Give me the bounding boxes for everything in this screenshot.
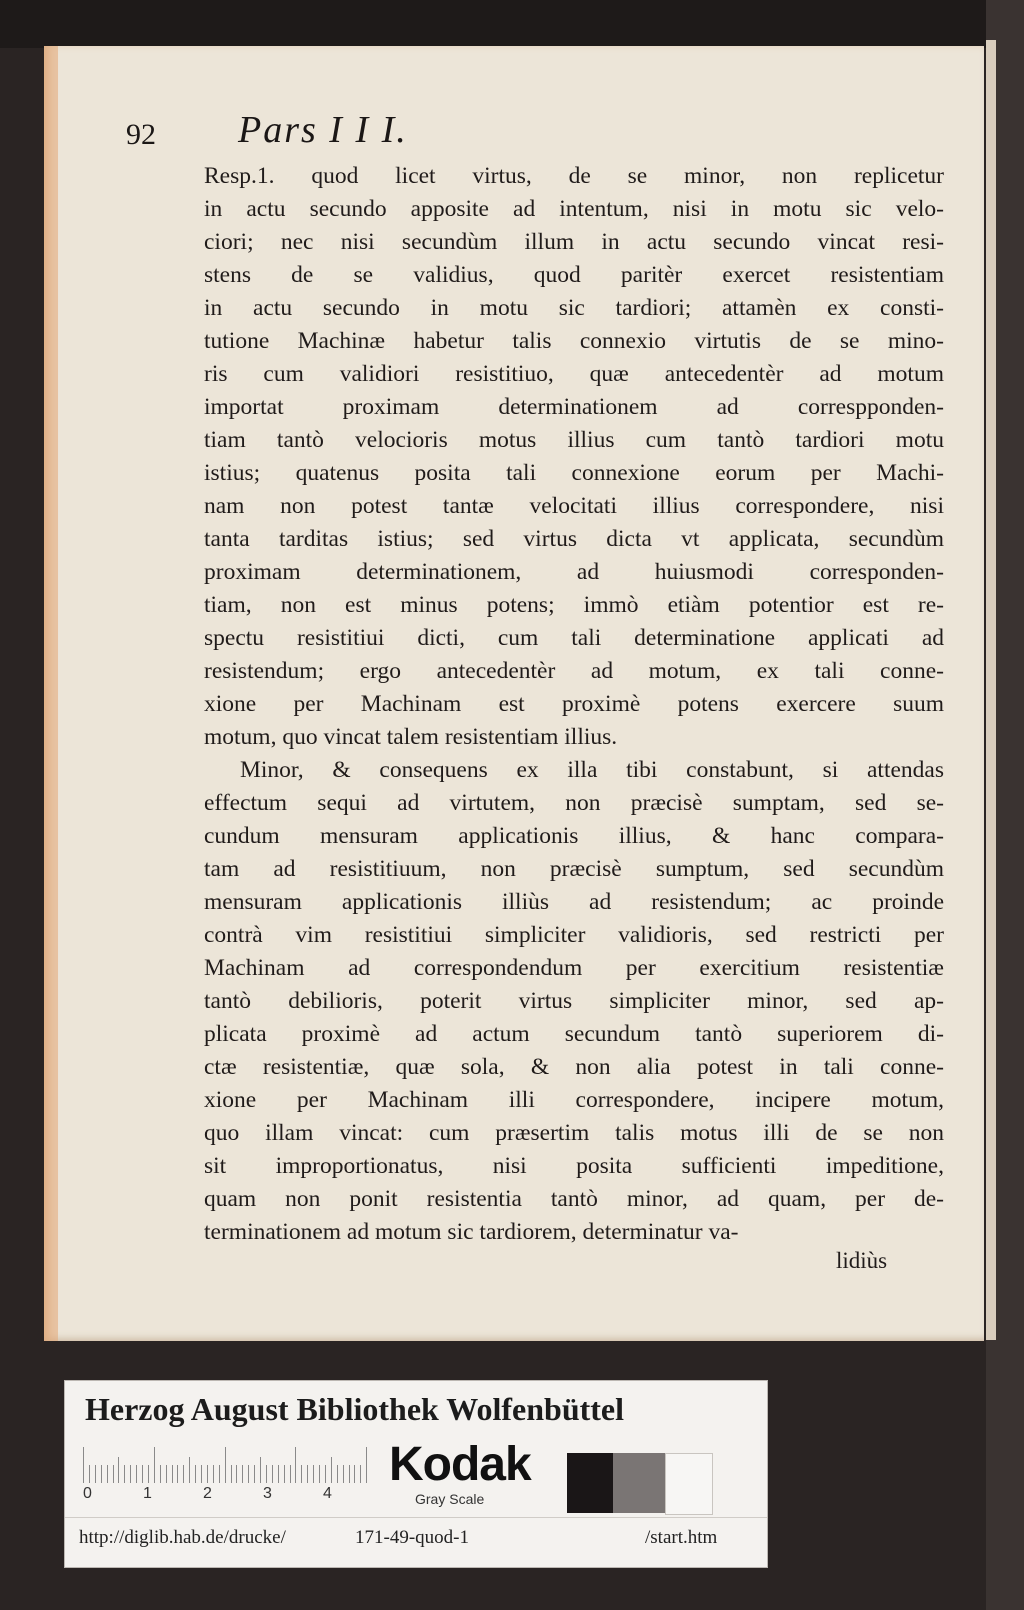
text-line: mensuram applicationis illiùs ad resistendum; ac proinde bbox=[204, 889, 944, 915]
adjacent-page-edge bbox=[986, 40, 996, 1340]
url-part-base[interactable]: http://diglib.hab.de/drucke/ bbox=[79, 1527, 286, 1548]
ruler-tick bbox=[307, 1465, 308, 1483]
ruler-tick bbox=[166, 1465, 167, 1483]
ruler-tick bbox=[248, 1465, 249, 1483]
ruler-label-4: 4 bbox=[323, 1485, 332, 1502]
ruler-tick bbox=[325, 1465, 326, 1483]
gray-swatch-light bbox=[665, 1453, 713, 1515]
card-divider bbox=[65, 1517, 767, 1518]
ruler-tick bbox=[160, 1465, 161, 1483]
ruler-tick bbox=[295, 1447, 296, 1483]
text-line: ctæ resistentiæ, quæ sola, & non alia potest in tali conne- bbox=[204, 1054, 944, 1080]
ruler-tick bbox=[236, 1465, 237, 1483]
ruler-tick bbox=[266, 1465, 267, 1483]
text-line: motum, quo vincat talem resistentiam illius. bbox=[204, 724, 618, 750]
ruler-tick bbox=[107, 1465, 108, 1483]
text-line: tiam tantò velocioris motus illius cum tantò tardiori motu bbox=[204, 427, 944, 453]
text-line: terminationem ad motum sic tardiorem, determinatur va- bbox=[204, 1219, 739, 1245]
ruler-tick bbox=[313, 1465, 314, 1483]
url-part-start[interactable]: /start.htm bbox=[645, 1527, 718, 1548]
ruler-tick bbox=[225, 1447, 226, 1483]
ruler-tick bbox=[83, 1447, 84, 1483]
text-line: tantò debilioris, poterit virtus simpliciter minor, sed ap- bbox=[204, 988, 944, 1014]
ruler-tick bbox=[148, 1465, 149, 1483]
running-head: Pars I I I. bbox=[238, 109, 408, 151]
ruler-tick bbox=[337, 1465, 338, 1483]
gray-swatch-dark bbox=[567, 1453, 613, 1513]
ruler-tick bbox=[349, 1465, 350, 1483]
text-line: sit improportionatus, nisi posita sufficienti impeditione, bbox=[204, 1153, 944, 1179]
text-line: stens de se validius, quod paritèr exercet resistentiam bbox=[204, 262, 944, 288]
text-line: Minor, & consequens ex illa tibi constabunt, si attendas bbox=[240, 757, 944, 783]
ruler-label-3: 3 bbox=[263, 1485, 272, 1502]
ruler-tick bbox=[89, 1465, 90, 1483]
text-line: Resp.1. quod licet virtus, de se minor, non replicetur bbox=[204, 163, 944, 189]
ruler-tick bbox=[278, 1465, 279, 1483]
text-line: tanta tarditas istius; sed virtus dicta vt applicata, secundùm bbox=[204, 526, 944, 552]
library-scan-card bbox=[64, 1380, 768, 1568]
gray-swatch-mid bbox=[613, 1453, 665, 1513]
ruler-tick bbox=[242, 1465, 243, 1483]
page-header bbox=[126, 108, 926, 152]
scale-ruler bbox=[83, 1447, 369, 1483]
scan-frame-top bbox=[0, 0, 1024, 48]
ruler-tick bbox=[136, 1465, 137, 1483]
ruler-tick bbox=[95, 1465, 96, 1483]
ruler-tick bbox=[260, 1457, 261, 1483]
text-line: effectum sequi ad virtutem, non præcisè sumptam, sed se- bbox=[204, 790, 944, 816]
ruler-tick bbox=[154, 1447, 155, 1483]
text-line: tutione Machinæ habetur talis connexio virtutis de se mino- bbox=[204, 328, 944, 354]
url-part-id[interactable]: 171-49-quod-1 bbox=[355, 1527, 469, 1548]
ruler-tick bbox=[272, 1465, 273, 1483]
ruler-tick bbox=[101, 1465, 102, 1483]
ruler-label-2: 2 bbox=[203, 1485, 212, 1502]
ruler-tick bbox=[301, 1465, 302, 1483]
kodak-logo: Kodak bbox=[389, 1438, 531, 1491]
catchword: lidiùs bbox=[836, 1248, 888, 1273]
ruler-tick bbox=[343, 1465, 344, 1483]
text-line: contrà vim resistitiui simpliciter validioris, sed restricti per bbox=[204, 922, 944, 948]
text-line: proximam determinationem, ad huiusmodi corresponden- bbox=[204, 559, 944, 585]
ruler-tick bbox=[113, 1465, 114, 1483]
ruler-tick bbox=[201, 1465, 202, 1483]
text-line: plicata proximè ad actum secundum tantò superiorem di- bbox=[204, 1021, 944, 1047]
ruler-tick bbox=[290, 1465, 291, 1483]
text-line: nam non potest tantæ velocitati illius correspondere, nisi bbox=[204, 493, 944, 519]
ruler-tick bbox=[360, 1465, 361, 1483]
text-line: resistendum; ergo antecedentèr ad motum, ex tali conne- bbox=[204, 658, 944, 684]
text-line: in actu secundo apposite ad intentum, nisi in motu sic velo- bbox=[204, 196, 944, 222]
text-line: in actu secundo in motu sic tardiori; attamèn ex consti- bbox=[204, 295, 944, 321]
ruler-tick bbox=[219, 1465, 220, 1483]
ruler-tick bbox=[331, 1457, 332, 1483]
text-line: xione per Machinam illi correspondere, incipere motum, bbox=[204, 1087, 944, 1113]
gray-scale-label: Gray Scale bbox=[415, 1491, 485, 1507]
library-name: Herzog August Bibliothek Wolfenbüttel bbox=[85, 1391, 625, 1427]
text-line: tiam, non est minus potens; immò etiàm potentior est re- bbox=[204, 592, 944, 618]
ruler-tick bbox=[354, 1465, 355, 1483]
ruler-tick bbox=[189, 1457, 190, 1483]
ruler-tick bbox=[183, 1465, 184, 1483]
text-line: xione per Machinam est proximè potens exercere suum bbox=[204, 691, 944, 717]
ruler-label-1: 1 bbox=[143, 1485, 152, 1502]
text-line: spectu resistitiui dicti, cum tali determinatione applicati ad bbox=[204, 625, 944, 651]
ruler-label-0: 0 bbox=[83, 1485, 92, 1502]
ruler-tick bbox=[231, 1465, 232, 1483]
ruler-tick bbox=[366, 1447, 367, 1483]
text-line: tam ad resistitiuum, non præcisè sumptum, sed secundùm bbox=[204, 856, 944, 882]
text-line: importat proximam determinationem ad correspponden- bbox=[204, 394, 944, 420]
page-gutter-stain bbox=[44, 46, 58, 1341]
ruler-tick bbox=[142, 1465, 143, 1483]
text-line: ris cum validiori resistitiuo, quæ antecedentèr ad motum bbox=[204, 361, 944, 387]
ruler-tick bbox=[118, 1457, 119, 1483]
text-line: istius; quatenus posita tali connexione eorum per Machi- bbox=[204, 460, 944, 486]
body-text bbox=[204, 160, 944, 1249]
text-line: quam non ponit resistentia tantò minor, ad quam, per de- bbox=[204, 1186, 944, 1212]
ruler-tick bbox=[177, 1465, 178, 1483]
text-line: Machinam ad correspondendum per exercitium resistentiæ bbox=[204, 955, 944, 981]
text-line: ciori; nec nisi secundùm illum in actu secundo vincat resi- bbox=[204, 229, 944, 255]
ruler-tick bbox=[130, 1465, 131, 1483]
ruler-tick bbox=[124, 1465, 125, 1483]
page-number: 92 bbox=[126, 118, 156, 151]
ruler-tick bbox=[254, 1465, 255, 1483]
ruler-tick bbox=[319, 1465, 320, 1483]
text-line: cundum mensuram applicationis illius, & hanc compara- bbox=[204, 823, 944, 849]
ruler-tick bbox=[207, 1465, 208, 1483]
text-line: quo illam vincat: cum præsertim talis motus illi de se non bbox=[204, 1120, 944, 1146]
ruler-tick bbox=[195, 1465, 196, 1483]
ruler-tick bbox=[172, 1465, 173, 1483]
ruler-tick bbox=[284, 1465, 285, 1483]
ruler-tick bbox=[213, 1465, 214, 1483]
